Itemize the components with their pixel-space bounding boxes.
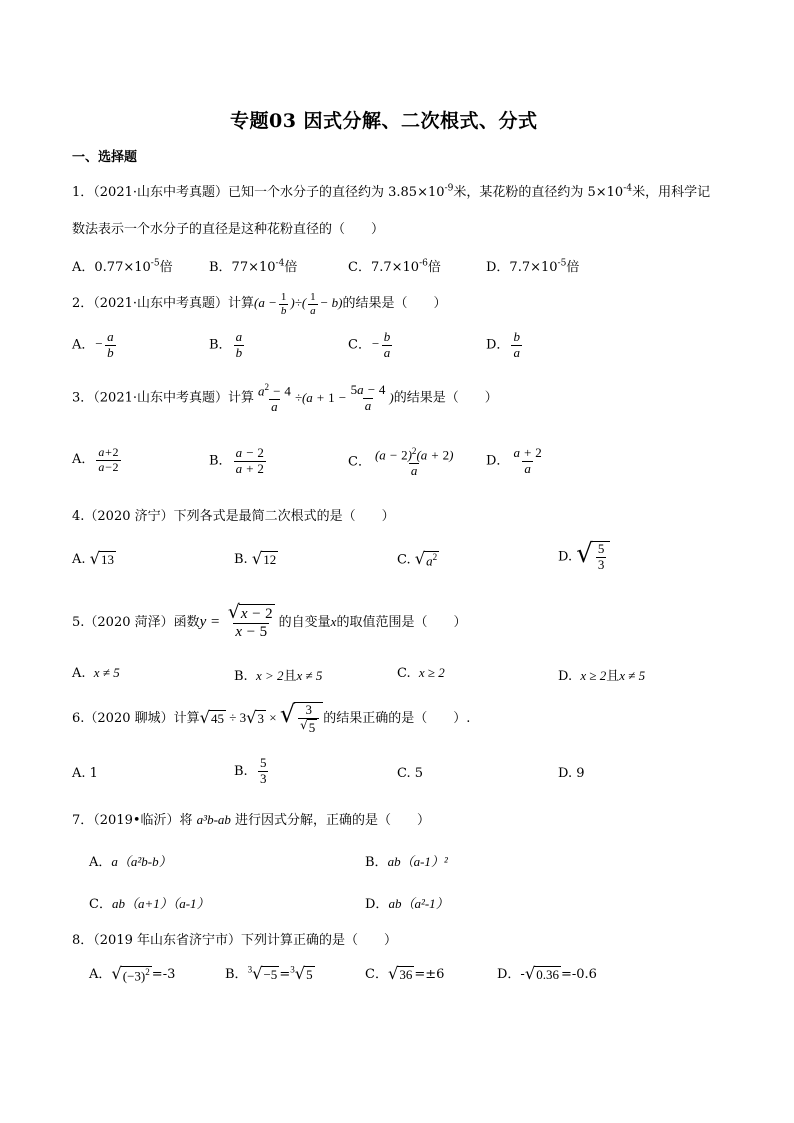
q7-option-d: D．ab（a²-1） [365, 896, 449, 912]
q3-option-b: B． $\frac{a - 2}{a + 2}$ [209, 445, 264, 476]
q4-option-d: D. √ $\frac{5}{3}$ [558, 541, 610, 573]
q8-option-d: D．- √ 0.36 =-0.6 [497, 964, 597, 984]
q6-option-a: A. 1 [72, 766, 98, 781]
question-2: 2．（2021·山东中考真题）计算(a − $\frac{1}{b}$ )÷( $\frac{1}{a}$ − b)的结果是（ ） [72, 291, 447, 317]
q3-option-c: C． $\frac{(a - 2)^2(a + 2)}{a}$ [348, 446, 454, 479]
q7-option-a: A．a（a²b-b） [89, 854, 172, 870]
q1-option-b: B．$77\times 10^{-4}$倍 [209, 258, 298, 275]
question-6: 6.（2020 聊城）计算 √ 45 ÷ 3 √ 3 × √ 3 √ 5 的结果正确的是（ ）. [72, 700, 471, 735]
q2-option-c: C．− $\frac{b}{a}$ [348, 329, 391, 360]
q2-expression: (a − $\frac{1}{b}$ )÷( $\frac{1}{a}$ − b) [254, 291, 343, 317]
q5-option-c: C. x ≥ 2 [397, 665, 445, 681]
q1-option-a: A．$0.77\times 10^{-5}$倍 [72, 258, 173, 275]
page-title: 专题03 因式分解、二次根式、分式 [230, 110, 538, 132]
q3-expression: $\frac{a^2 - 4}{a}$ ÷(a + 1 − $\frac{5a - 4}{a}$ ) [258, 382, 394, 415]
q4-option-b: B. √ 12 [234, 549, 277, 568]
q6-option-c: C. 5 [397, 766, 424, 781]
q3-option-a: A． $\frac{a+2}{a-2}$ [72, 445, 119, 474]
section-heading: 一、选择题 [72, 150, 138, 165]
q7-option-c: C．ab（a+1）（a-1） [89, 896, 210, 912]
q5-function: y = √ x − 2 x − 5 [199, 602, 273, 640]
q6-expression: √ 45 ÷ 3 √ 3 × √ 3 √ 5 [200, 710, 324, 725]
q4-option-c: C. √ $a^2$ [397, 549, 438, 569]
q6-option-d: D. 9 [558, 766, 585, 781]
q8-option-a: A． √ $(-3)^2$ =-3 [89, 963, 176, 983]
question-8: 8．（2019 年山东省济宁市）下列计算正确的是（ ） [72, 933, 397, 948]
question-4: 4.（2020 济宁）下列各式是最简二次根式的是（ ） [72, 509, 395, 524]
question-1-line-1: 1．（2021·山东中考真题）已知一个水分子的直径约为 $3.85\times 10^{-9}$米，某花粉的直径约为 $5\times 10^{-4}$米，用科学记 [72, 183, 711, 200]
question-5: 5.（2020 菏泽）函数y = √ x − 2 x − 5 的自变量x的取值范围是（ ） [72, 602, 467, 640]
q2-option-b: B． $\frac{a}{b}$ [209, 329, 243, 360]
q7-option-b: B．ab（a-1）² [365, 854, 448, 870]
q2-option-a: A．− $\frac{a}{b}$ [72, 329, 114, 360]
q8-option-c: C． √ 36 =±6 [365, 964, 445, 984]
q6-option-b: B. $\frac{5}{3}$ [234, 755, 267, 786]
q3-option-d: D． $\frac{a + 2}{a}$ [486, 445, 542, 476]
question-1-line-2: 数法表示一个水分子的直径是这种花粉直径的（ ） [72, 222, 385, 237]
q5-option-a: A. x ≠ 5 [72, 665, 120, 681]
q1-option-c: C．$7.7\times 10^{-6}$倍 [348, 258, 441, 275]
q8-option-b: B．$^3$ √ −5 =$^3$ √ 5 [225, 964, 313, 984]
q5-option-b: B. x > 2且x ≠ 5 [234, 668, 323, 684]
question-7: 7．（2019•临沂）将 a³b-ab 进行因式分解，正确的是（ ） [72, 812, 431, 828]
question-3: 3．（2021·山东中考真题）计算 $\frac{a^2 - 4}{a}$ ÷(a + 1 − $\frac{5a - 4}{a}$ )的结果是（ ） [72, 382, 498, 415]
q4-option-a: A. √ 13 [72, 549, 115, 568]
q2-option-d: D． $\frac{b}{a}$ [486, 329, 520, 360]
q5-option-d: D. x ≥ 2且x ≠ 5 [558, 668, 646, 684]
q1-option-d: D．$7.7\times 10^{-5}$倍 [486, 258, 580, 275]
